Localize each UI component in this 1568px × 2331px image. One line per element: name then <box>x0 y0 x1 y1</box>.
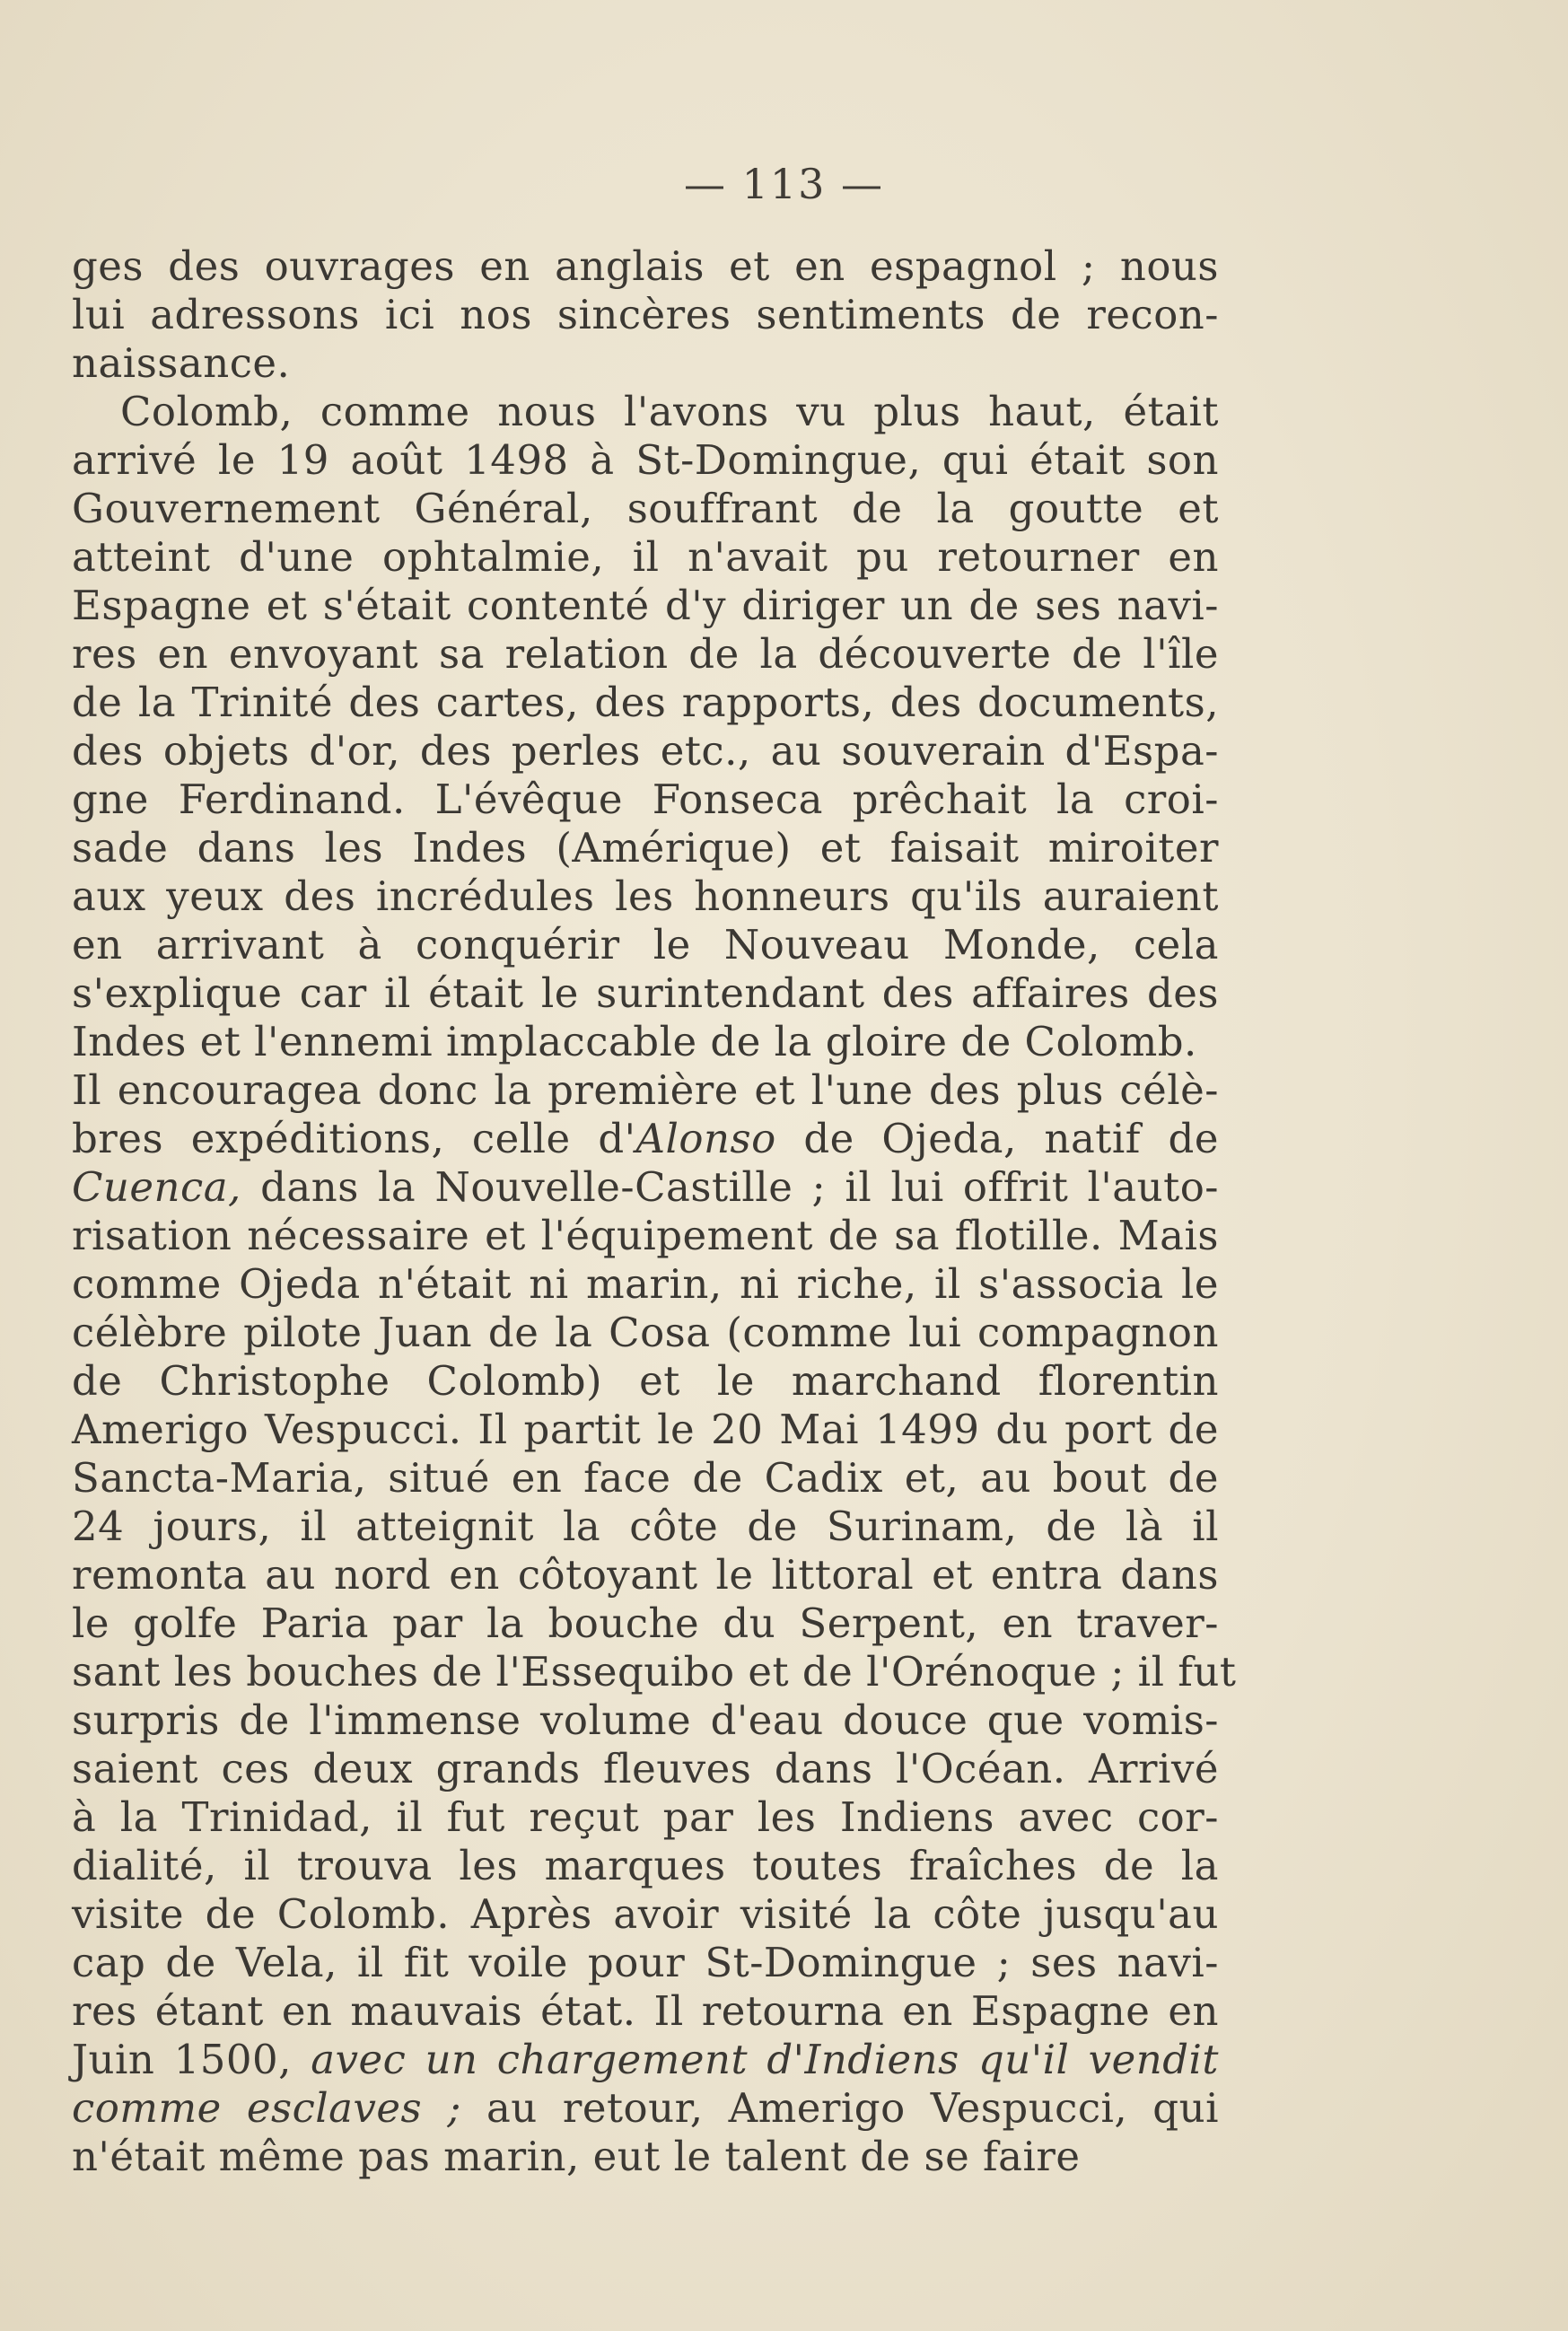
text-line <box>72 533 1219 582</box>
line-text: gne Ferdinand. L'évêque Fonseca prêchait la croi- <box>72 776 1219 823</box>
text-line <box>72 872 1219 921</box>
line-text: ges des ouvrages en anglais et en espagnol ; nous <box>72 242 1219 290</box>
text-line <box>72 582 1219 630</box>
text-line <box>72 1066 1219 1115</box>
italic-text: Cuenca, <box>72 1163 241 1211</box>
line-text: visite de Colomb. Après avoir visité la côte jusqu'au <box>72 1890 1219 1938</box>
text-line <box>72 776 1219 824</box>
line-text: arrivé le 19 août 1498 à St-Domingue, qui était son <box>72 436 1219 484</box>
line-text: Amerigo Vespucci. Il partit le 20 Mai 1499 du port de <box>72 1406 1219 1453</box>
text-line <box>72 1357 1219 1406</box>
text-line <box>72 630 1219 679</box>
line-text: au retour, Amerigo Vespucci, qui <box>460 2084 1219 2132</box>
line-text: sant les bouches de l'Essequibo et de l'Orénoque ; il fut <box>72 1648 1237 1696</box>
text-line <box>72 1793 1219 1842</box>
line-text: de Christophe Colomb) et le marchand florentin <box>72 1357 1219 1405</box>
line-text: à la Trinidad, il fut reçut par les Indiens avec cor- <box>72 1793 1219 1841</box>
text-line <box>72 1648 1237 1696</box>
line-text: de Ojeda, natif de <box>775 1115 1219 1162</box>
text-line <box>72 2133 1219 2181</box>
text-line <box>72 1115 1219 1163</box>
text-line <box>72 1018 1219 1066</box>
text-line <box>72 485 1219 533</box>
page-number: — 113 — <box>683 160 885 208</box>
line-text: res étant en mauvais état. Il retourna en Espagne en <box>72 1987 1219 2035</box>
text-line <box>72 436 1219 485</box>
text-line <box>72 242 1219 291</box>
line-text: n'était même pas marin, eut le talent de se faire <box>72 2133 1081 2180</box>
text-line <box>72 1842 1219 1890</box>
line-text: 24 jours, il atteignit la côte de Surinam, de là il <box>72 1503 1219 1550</box>
line-text: sade dans les Indes (Amérique) et faisait miroiter <box>72 824 1219 872</box>
line-text: de la Trinité des cartes, des rapports, des documents, <box>72 679 1219 726</box>
italic-text: avec un chargement d'Indiens qu'il vendit <box>311 2036 1219 2083</box>
line-text: atteint d'une ophtalmie, il n'avait pu retourner en <box>72 533 1219 581</box>
text-line <box>72 1551 1219 1599</box>
line-text: comme Ojeda n'était ni marin, ni riche, il s'associa le <box>72 1260 1219 1308</box>
text-line <box>72 1212 1219 1260</box>
text-line <box>72 679 1219 727</box>
line-text: bres expéditions, celle d' <box>72 1115 636 1162</box>
line-text: remonta au nord en côtoyant le littoral et entra dans <box>72 1551 1219 1599</box>
line-text: aux yeux des incrédules les honneurs qu'ils auraient <box>72 872 1219 920</box>
text-line <box>72 1260 1219 1309</box>
italic-text: Alonso <box>635 1115 776 1162</box>
line-text: des objets d'or, des perles etc., au souverain d'Espa- <box>72 727 1219 775</box>
text-line <box>72 291 1219 339</box>
line-text: le golfe Paria par la bouche du Serpent, en traver- <box>72 1599 1219 1647</box>
text-line <box>72 1406 1219 1454</box>
text-line <box>72 339 1219 388</box>
line-text: dans la Nouvelle-Castille ; il lui offrit l'auto- <box>241 1163 1219 1211</box>
text-line <box>72 727 1219 776</box>
text-line <box>72 1599 1219 1648</box>
body-text <box>72 242 1237 2181</box>
line-text: Espagne et s'était contenté d'y diriger un de ses navi- <box>72 582 1219 629</box>
line-text: Il encouragea donc la première et l'une des plus célè- <box>72 1066 1219 1114</box>
text-line <box>72 1696 1219 1745</box>
line-text: cap de Vela, il fit voile pour St-Domingue ; ses navi- <box>72 1939 1219 1986</box>
text-line <box>72 921 1219 969</box>
line-text: Colomb, comme nous l'avons vu plus haut, était <box>120 388 1219 435</box>
text-line <box>72 2084 1219 2133</box>
text-line <box>72 1745 1219 1793</box>
text-line <box>72 1454 1219 1503</box>
text-line <box>72 1987 1219 2036</box>
line-text: Gouvernement Général, souffrant de la goutte et <box>72 485 1219 532</box>
line-text: Indes et l'ennemi implaccable de la gloire de Colomb. <box>72 1018 1197 1065</box>
text-line <box>72 1890 1219 1939</box>
line-text: s'explique car il était le surintendant des affaires des <box>72 969 1219 1017</box>
line-text: surpris de l'immense volume d'eau douce que vomis- <box>72 1696 1219 1744</box>
text-line <box>72 1309 1219 1357</box>
line-text: Sancta-Maria, situé en face de Cadix et, au bout de <box>72 1454 1219 1502</box>
line-text: saient ces deux grands fleuves dans l'Océan. Arrivé <box>72 1745 1219 1792</box>
text-line <box>72 1503 1219 1551</box>
line-text: Juin 1500, <box>72 2036 311 2083</box>
line-text: en arrivant à conquérir le Nouveau Monde, cela <box>72 921 1219 968</box>
text-line <box>72 969 1219 1018</box>
text-line <box>72 1939 1219 1987</box>
line-text: naissance. <box>72 339 291 387</box>
line-text: dialité, il trouva les marques toutes fraîches de la <box>72 1842 1219 1889</box>
text-line <box>72 2036 1219 2084</box>
line-text: res en envoyant sa relation de la découverte de l'île <box>72 630 1219 678</box>
italic-text: comme esclaves ; <box>72 2084 461 2132</box>
line-text: lui adressons ici nos sincères sentiments de recon- <box>72 291 1219 338</box>
text-line <box>72 824 1219 872</box>
line-text: célèbre pilote Juan de la Cosa (comme lui compagnon <box>72 1309 1219 1356</box>
line-text: risation nécessaire et l'équipement de sa flotille. Mais <box>72 1212 1219 1259</box>
text-line <box>72 388 1219 436</box>
text-line <box>72 1163 1219 1212</box>
